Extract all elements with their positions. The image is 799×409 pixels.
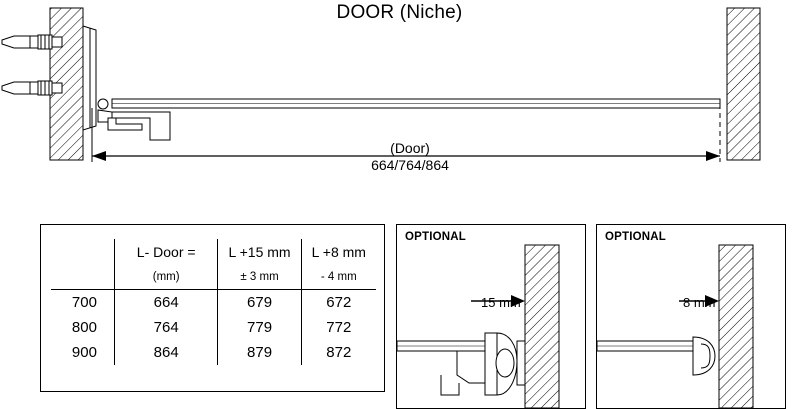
door-dimension-name: (Door) [390,140,430,156]
table-header-col3: L +8 mm [301,239,376,264]
door-dimension-values: 664/764/864 [371,157,449,173]
optional-label-right: OPTIONAL [605,231,667,243]
table-subheader-row [51,264,376,290]
table-cell-label: 700 [71,294,97,311]
page-title: DOOR (Niche) [336,2,463,23]
table-row [51,315,376,340]
table-header-col2: L +15 mm [218,239,301,264]
magnet-seal-icon [496,333,525,395]
glass-profile-icon-left-panel [397,333,497,395]
optional-detail-panel-left [396,224,586,409]
table-subheader-label [51,264,114,290]
table-cell-col3: 872 [301,340,376,365]
optional-label-left: OPTIONAL [405,231,467,243]
hinge-anchor-upper-icon [2,35,62,49]
optional-dimension-left: 15 mm [481,295,521,310]
table-subheader-col3: - 4 mm [301,264,376,290]
magnet-seal-detail-drawing [397,225,585,408]
table-header-col1: L- Door = [114,239,218,264]
table-header-row [51,239,376,264]
table-cell-col2: 879 [218,340,301,365]
table-subheader-col1: (mm) [114,264,218,290]
wall-icon-left-panel [525,245,559,408]
table-header-label [51,239,114,264]
u-seal-icon [693,337,715,375]
table-cell-col2: 779 [218,315,301,340]
glass-profile-icon-right-panel [597,341,693,351]
u-seal-detail-drawing [597,225,785,408]
table-cell-col1: 764 [114,315,218,340]
table-row [51,340,376,365]
hinge-anchor-lower-icon [2,81,62,95]
table-cell-label: 900 [71,344,97,361]
wall-icon-right-panel [719,245,753,408]
table-row [51,290,376,316]
table-cell-col1: 864 [114,340,218,365]
door-panel-icon [112,99,720,108]
table-cell-col1: 664 [114,290,218,316]
hinge-profile-icon [83,26,96,130]
optional-dimension-right: 8 mm [683,295,716,310]
table-cell-col3: 772 [301,315,376,340]
table-cell-col3: 672 [301,290,376,316]
dimension-table [51,239,376,365]
table-cell-col2: 679 [218,290,301,316]
table-cell-label: 800 [71,319,97,336]
door-dimension-label [300,140,520,174]
wall-right-icon [727,8,760,160]
table-subheader-col2: ± 3 mm [218,264,301,290]
optional-detail-panel-right [596,224,786,409]
dimension-table-panel [40,224,385,392]
